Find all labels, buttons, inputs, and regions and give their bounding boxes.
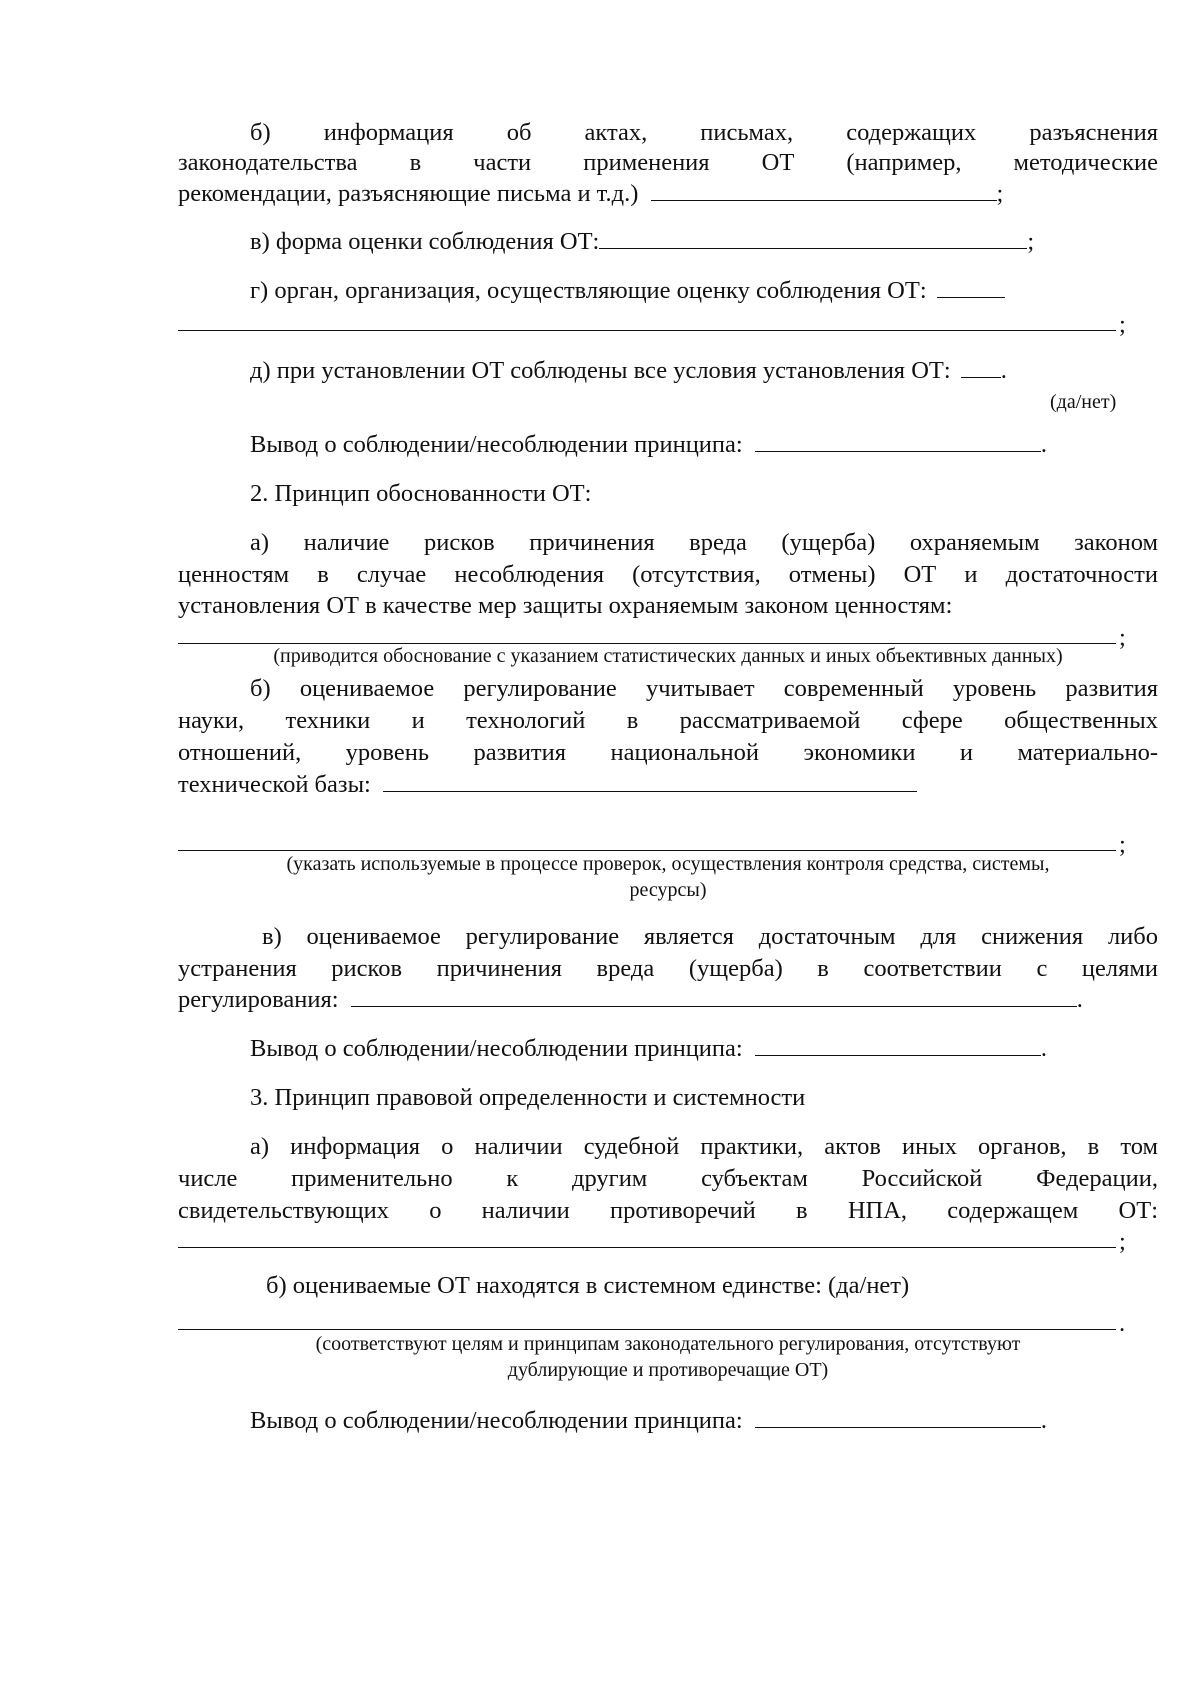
- section-2-heading: 2. Принцип обоснованности ОТ:: [250, 480, 592, 507]
- section-2-item-b-caption-2: ресурсы): [629, 879, 707, 901]
- item-b-acts-end: ;: [996, 180, 1004, 207]
- section-2-item-b-line-1: б) оцениваемое регулирование учитывает современный уровень развития: [250, 675, 1158, 702]
- item-b-acts-line-3: [178, 178, 1158, 210]
- conclusion-3-end: .: [1040, 1407, 1047, 1434]
- section-2-item-a-line-2: ценностям в случае несоблюдения (отсутствия, отмены) ОТ и достаточности: [178, 561, 1158, 588]
- section-2-item-a-line-3: установления ОТ в качестве мер защиты охраняемым законом ценностям:: [178, 592, 953, 619]
- section-3-item-b-caption-2: дублирующие и противоречащие ОТ): [507, 1359, 829, 1381]
- item-v-form-end: ;: [1027, 228, 1035, 255]
- conclusion-line-2: [250, 1033, 1158, 1065]
- item-v-form-blank[interactable]: [599, 226, 1027, 249]
- item-b-acts-line-1: б) информация об актах, письмах, содержащих разъяснения: [250, 119, 1158, 146]
- section-3-item-b-line-1: б) оцениваемые ОТ находятся в системном единстве: (да/нет): [266, 1272, 910, 1299]
- section-3-item-a-line-3: свидетельствующих о наличии противоречий в НПА, содержащем ОТ:: [178, 1197, 1158, 1224]
- conclusion-1-blank[interactable]: [755, 429, 1041, 452]
- section-2-item-v-line-1: в) оцениваемое регулирование является достаточным для снижения либо: [262, 923, 1158, 950]
- section-3-item-b-caption-1: (соответствуют целям и принципам законодательного регулирования, отсутствуют: [315, 1333, 1021, 1355]
- section-3-item-a-line-1: а) информация о наличии судебной практики, актов иных органов, в том: [250, 1133, 1158, 1160]
- item-d-conditions-end: .: [1000, 357, 1007, 384]
- section-3-item-a-line-2: числе применительно к другим субъектам Российской Федерации,: [178, 1165, 1158, 1192]
- section-2-item-v-line-2: устранения рисков причинения вреда (ущерба) в соответствии с целями: [178, 955, 1158, 982]
- item-d-yes-no-caption: (да/нет): [1050, 391, 1117, 413]
- conclusion-3-blank[interactable]: [755, 1405, 1041, 1428]
- section-2-item-a-end: ;: [1119, 624, 1126, 651]
- item-g-organ-blank-1[interactable]: [937, 275, 1005, 298]
- section-2-item-b-line-2: науки, техники и технологий в рассматриваемой сфере общественных: [178, 707, 1158, 734]
- section-2-item-b-caption-1: (указать используемые в процессе проверок, осуществления контроля средства, системы,: [286, 853, 1050, 875]
- item-b-acts-text: рекомендации, разъясняющие письма и т.д.): [178, 180, 639, 207]
- section-2-item-b-blank-1[interactable]: [383, 769, 917, 792]
- item-b-acts-line-2: законодательства в части применения ОТ (например, методические: [178, 149, 1158, 176]
- section-3-item-b-end: .: [1119, 1310, 1126, 1337]
- item-d-conditions-blank[interactable]: [961, 355, 1001, 378]
- section-2-item-b-end: ;: [1119, 831, 1126, 858]
- item-g-organ-blank-2[interactable]: [178, 330, 1116, 331]
- conclusion-line-3: [250, 1405, 1158, 1437]
- conclusion-2-text: Вывод о соблюдении/несоблюдении принципа:: [250, 1035, 743, 1062]
- conclusion-2-end: .: [1040, 1035, 1047, 1062]
- section-2-item-a-line-1: а) наличие рисков причинения вреда (ущерба) охраняемым законом: [250, 529, 1158, 556]
- item-g-organ-line: [250, 275, 1158, 307]
- item-d-conditions-text: д) при установлении ОТ соблюдены все условия установления ОТ:: [250, 357, 951, 384]
- section-3-item-a-end: ;: [1119, 1228, 1126, 1255]
- section-2-item-b-line-3: отношений, уровень развития национальной экономики и материально-: [178, 739, 1158, 766]
- conclusion-2-blank[interactable]: [755, 1033, 1041, 1056]
- item-v-form-text: в) форма оценки соблюдения ОТ:: [250, 228, 600, 255]
- item-v-form-line: [250, 226, 1158, 258]
- item-g-organ-end: ;: [1119, 311, 1126, 338]
- section-2-item-v-text: регулирования:: [178, 986, 339, 1013]
- item-d-conditions-line: [250, 355, 1158, 387]
- section-2-item-b-text: технической базы:: [178, 771, 371, 798]
- conclusion-1-text: Вывод о соблюдении/несоблюдении принципа:: [250, 431, 743, 458]
- conclusion-line-1: [250, 429, 1158, 461]
- section-2-item-v-line-3: [178, 984, 1158, 1016]
- section-2-item-v-end: .: [1076, 986, 1083, 1013]
- section-2-item-b-line-4: [178, 769, 1158, 801]
- item-b-acts-blank[interactable]: [651, 178, 997, 201]
- item-g-organ-text: г) орган, организация, осуществляющие оценку соблюдения ОТ:: [250, 277, 927, 304]
- section-3-heading: 3. Принцип правовой определенности и системности: [250, 1084, 806, 1111]
- conclusion-1-end: .: [1040, 431, 1047, 458]
- section-3-item-b-blank[interactable]: [178, 1329, 1116, 1330]
- section-2-item-v-blank[interactable]: [351, 984, 1077, 1007]
- conclusion-3-text: Вывод о соблюдении/несоблюдении принципа:: [250, 1407, 743, 1434]
- section-2-item-a-caption: (приводится обоснование с указанием статистических данных и иных объективных данных): [273, 645, 1063, 667]
- section-3-item-a-blank[interactable]: [178, 1247, 1116, 1248]
